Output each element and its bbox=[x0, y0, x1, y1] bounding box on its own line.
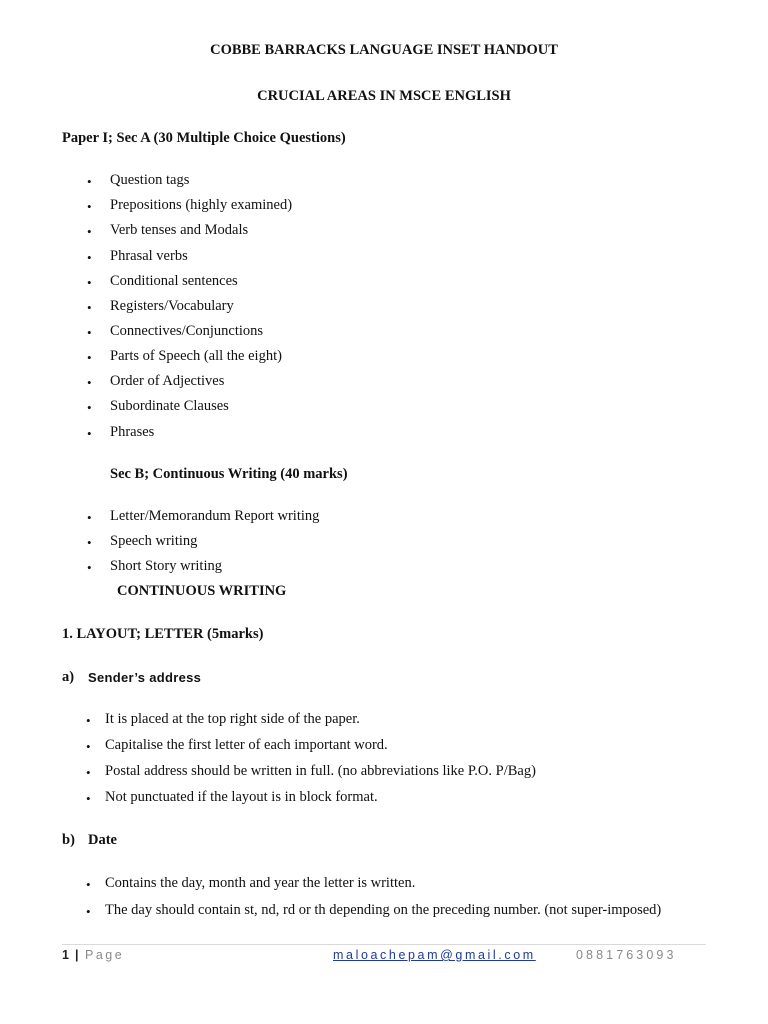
bullet-icon: • bbox=[86, 713, 91, 728]
paper1-heading: Paper I; Sec A (30 Multiple Choice Questions) bbox=[62, 130, 346, 146]
bullet-icon: • bbox=[86, 904, 91, 919]
continuous-writing-heading: CONTINUOUS WRITING bbox=[117, 583, 287, 599]
document-title: COBBE BARRACKS LANGUAGE INSET HANDOUT bbox=[210, 42, 558, 58]
bullet-icon: • bbox=[87, 300, 92, 315]
bullet-icon: • bbox=[87, 224, 92, 239]
bullet-icon: • bbox=[86, 765, 91, 780]
bullet-icon: • bbox=[87, 174, 92, 189]
bullet-icon: • bbox=[87, 199, 92, 214]
bullet-icon: • bbox=[87, 400, 92, 415]
page-number: 1 bbox=[62, 948, 69, 962]
document-subtitle: CRUCIAL AREAS IN MSCE ENGLISH bbox=[257, 88, 511, 104]
footer-email-link[interactable]: maloachepam@gmail.com bbox=[333, 948, 536, 962]
footer-phone: 0881763093 bbox=[576, 948, 677, 962]
bullet-icon: • bbox=[87, 510, 92, 525]
subsection-b-heading: Date bbox=[88, 832, 117, 848]
bullet-icon: • bbox=[87, 426, 92, 441]
bullet-icon: • bbox=[86, 877, 91, 892]
page-separator: | bbox=[75, 948, 79, 962]
bullet-icon: • bbox=[87, 375, 92, 390]
bullet-icon: • bbox=[87, 250, 92, 265]
bullet-icon: • bbox=[86, 739, 91, 754]
page-label: Page bbox=[85, 948, 125, 962]
section-1-heading: 1. LAYOUT; LETTER (5marks) bbox=[62, 626, 264, 642]
bullet-icon: • bbox=[87, 535, 92, 550]
footer-divider bbox=[62, 944, 706, 945]
bullet-icon: • bbox=[87, 560, 92, 575]
bullet-icon: • bbox=[86, 791, 91, 806]
secb-heading: Sec B; Continuous Writing (40 marks) bbox=[110, 466, 348, 482]
bullet-icon: • bbox=[87, 350, 92, 365]
bullet-icon: • bbox=[87, 275, 92, 290]
subsection-b-label: b) bbox=[62, 832, 75, 848]
subsection-a-label: a) bbox=[62, 669, 75, 685]
subsection-a-heading: Sender’s address bbox=[88, 670, 202, 685]
bullet-icon: • bbox=[87, 325, 92, 340]
